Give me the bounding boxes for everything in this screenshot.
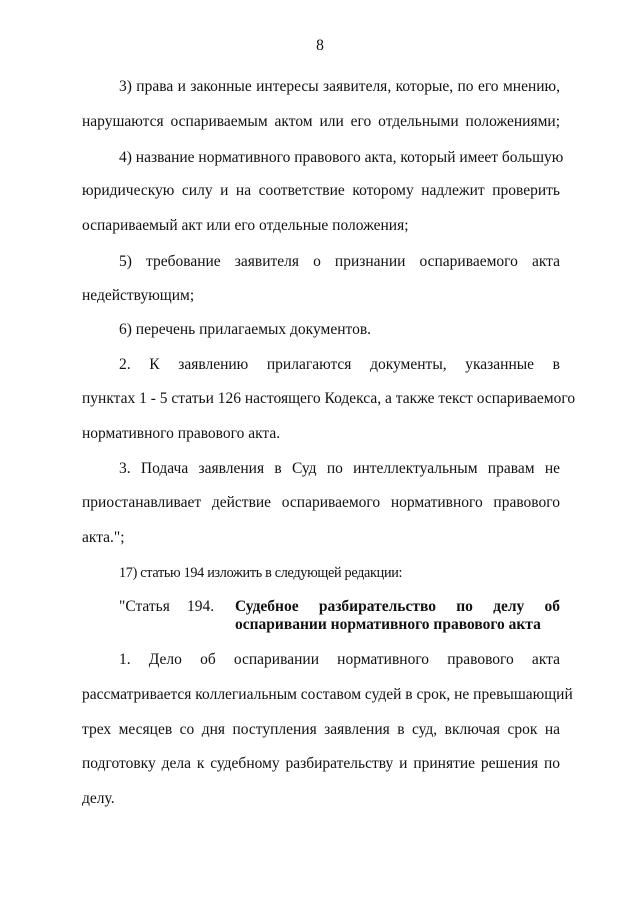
- part-3-line-2: приостанавливает действие оспариваемого нормативного правового: [82, 494, 560, 511]
- page-number: 8: [316, 37, 324, 54]
- article-part-1-line-2: рассматривается коллегиальным составом судей в срок, не превышающий: [82, 686, 573, 703]
- article-part-1-line-3: трех месяцев со дня поступления заявления в суд, включая срок на: [82, 721, 560, 738]
- article-number: 194.: [187, 598, 215, 615]
- item-3-line-2: нарушаются оспариваемым актом или его отдельными положениями;: [82, 113, 560, 130]
- article-title-line-2: оспаривании нормативного правового акта: [235, 616, 541, 633]
- item-6-line-1: 6) перечень прилагаемых документов.: [119, 321, 372, 338]
- part-3-line-3: акта.";: [82, 529, 125, 546]
- item-4-line-3: оспариваемый акт или его отдельные положения;: [82, 217, 409, 234]
- part-2-line-2: пунктах 1 - 5 статьи 126 настоящего Кодекса, а также текст оспариваемого: [82, 390, 576, 407]
- article-part-1-line-5: делу.: [82, 790, 115, 807]
- part-2-line-3: нормативного правового акта.: [82, 425, 281, 442]
- item-3-line-1: 3) права и законные интересы заявителя, которые, по его мнению,: [119, 78, 560, 95]
- article-part-1-line-1: 1. Дело об оспаривании нормативного правового акта: [119, 651, 560, 668]
- part-3-line-1: 3. Подача заявления в Суд по интеллектуальным правам не: [119, 460, 560, 477]
- item-5-line-1: 5) требование заявителя о признании оспариваемого акта: [119, 253, 560, 270]
- part-2-line-1: 2. К заявлению прилагаются документы, указанные в: [119, 356, 560, 373]
- item-5-line-2: недействующим;: [82, 287, 195, 304]
- article-title-line-1: Судебное разбирательство по делу об: [235, 598, 560, 615]
- item-17-line: 17) статью 194 изложить в следующей редакции:: [119, 565, 403, 581]
- article-part-1-line-4: подготовку дела к судебному разбирательству и принятие решения по: [82, 755, 560, 772]
- article-heading: [119, 598, 560, 638]
- item-4-line-2: юридическую силу и на соответствие которому надлежит проверить: [82, 182, 560, 199]
- item-4-line-1: 4) название нормативного правового акта, который имеет большую: [119, 149, 564, 166]
- article-label: "Статья: [119, 598, 170, 615]
- article-title: [235, 598, 560, 634]
